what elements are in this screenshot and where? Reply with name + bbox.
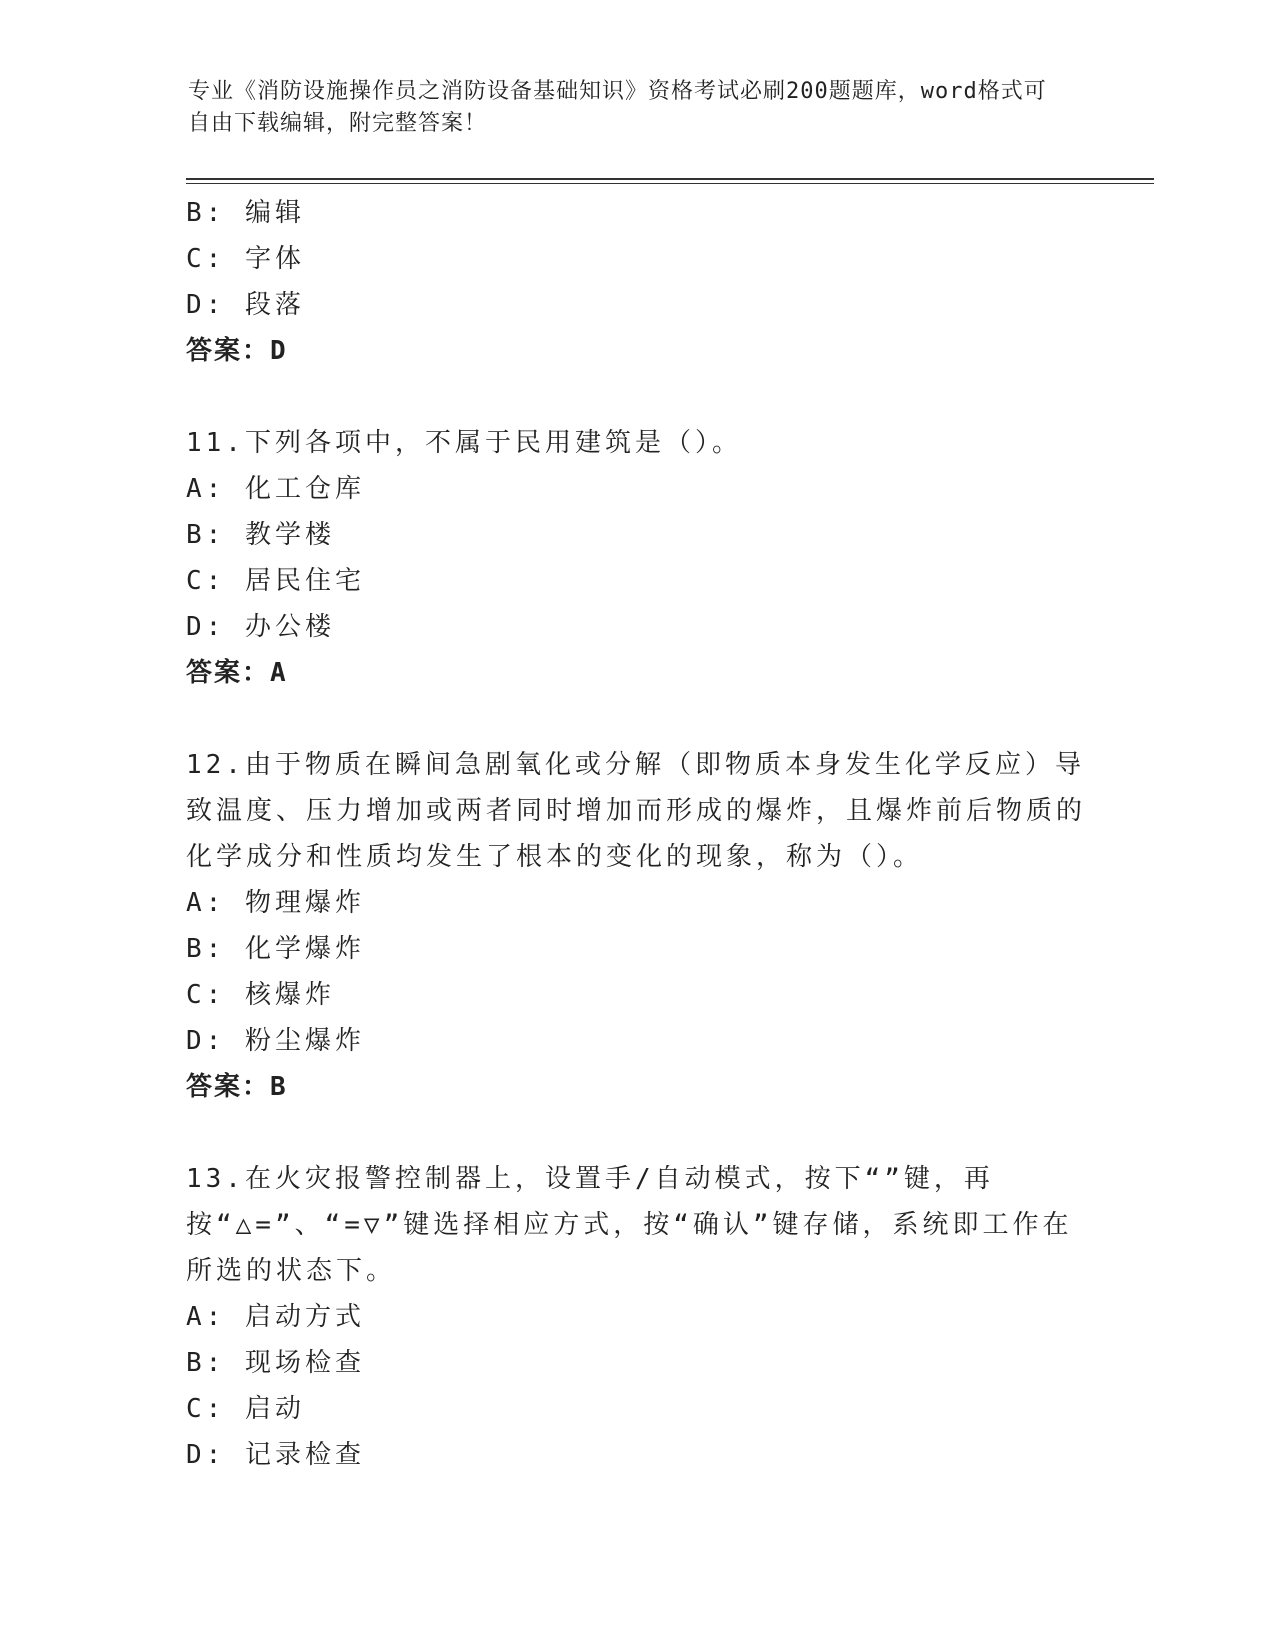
option-a: A: 启动方式 xyxy=(186,1302,365,1332)
option-d: D: 记录检查 xyxy=(186,1440,365,1470)
option-b: B: 化学爆炸 xyxy=(186,934,365,964)
option-c: C: 居民住宅 xyxy=(186,566,365,596)
question-text: 11.下列各项中，不属于民用建筑是（）。 xyxy=(186,428,742,458)
option-c: C: 启动 xyxy=(186,1394,305,1424)
question-10-continued xyxy=(186,190,1086,374)
question-list xyxy=(186,190,1086,1478)
option-d: D: 段落 xyxy=(186,290,305,320)
spacer xyxy=(186,1110,1086,1156)
option-c: C: 核爆炸 xyxy=(186,980,335,1010)
option-d: D: 粉尘爆炸 xyxy=(186,1026,365,1056)
option-b: B: 教学楼 xyxy=(186,520,335,550)
header-divider xyxy=(186,178,1154,180)
question-11 xyxy=(186,420,1086,696)
question-12 xyxy=(186,742,1086,1110)
question-text: 13.在火灾报警控制器上，设置手/自动模式，按下“”键，再按“△=”、“=▽”键选择相应方式，按“确认”键存储，系统即工作在所选的状态下。 xyxy=(186,1164,1073,1286)
answer: 答案：B xyxy=(186,1072,288,1102)
document-header: 专业《消防设施操作员之消防设备基础知识》资格考试必刷200题题库，word格式可自由下载编辑，附完整答案！ xyxy=(188,79,1047,136)
option-b: B: 现场检查 xyxy=(186,1348,365,1378)
answer: 答案：A xyxy=(186,658,288,688)
option-c: C: 字体 xyxy=(186,244,305,274)
option-a: A: 物理爆炸 xyxy=(186,888,365,918)
question-13 xyxy=(186,1156,1086,1478)
option-a: A: 化工仓库 xyxy=(186,474,365,504)
question-text: 12.由于物质在瞬间急剧氧化或分解（即物质本身发生化学反应）导致温度、压力增加或两者同时增加而形成的爆炸，且爆炸前后物质的化学成分和性质均发生了根本的变化的现象，称为（）。 xyxy=(186,750,1087,872)
spacer xyxy=(186,374,1086,420)
answer: 答案：D xyxy=(186,336,288,366)
header-divider-thin xyxy=(186,183,1154,184)
option-b: B: 编辑 xyxy=(186,198,305,228)
option-d: D: 办公楼 xyxy=(186,612,335,642)
spacer xyxy=(186,696,1086,742)
